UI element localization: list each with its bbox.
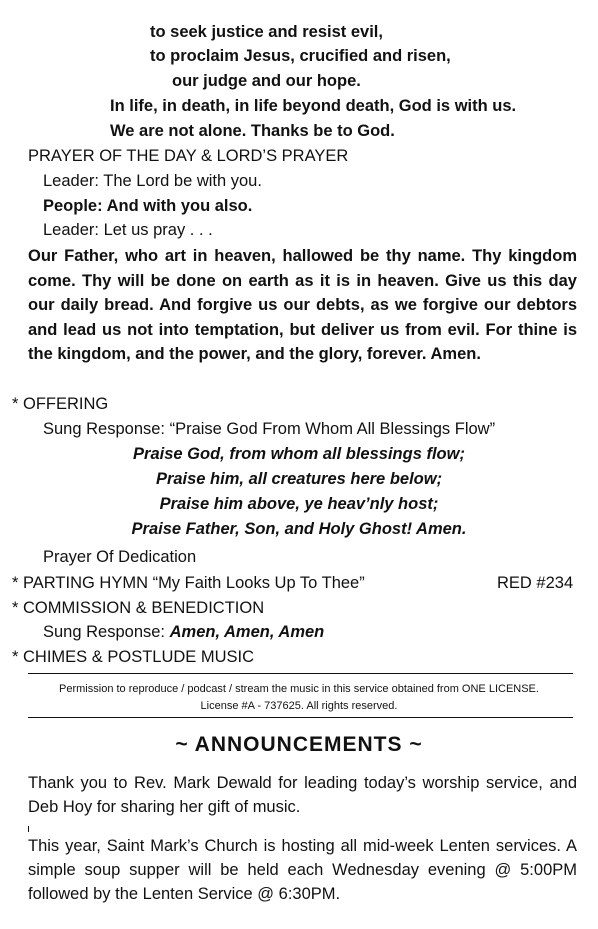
prayer-of-dedication: Prayer Of Dedication [43,548,197,566]
license-line-2: License #A - 737625. All rights reserved. [200,700,398,712]
creed-line-1: to seek justice and resist evil, [150,23,383,41]
announcement-item-1: Thank you to Rev. Mark Dewald for leading today’s worship service, and Deb Hoy for sharing her gift of music. [28,774,577,816]
lords-prayer: Our Father, who art in heaven, hallowed be thy name. Thy kingdom come. Thy will be done on earth as it is in heaven. Give us this day our daily bread. And forgive us our debts, as we forgive our debtors and lead us not into temptation, but deliver us from evil. For thine is the kingdom, and the power, and the glory, forever. Amen. [28,247,577,363]
chimes-heading: * CHIMES & POSTLUDE MUSIC [12,648,255,666]
leader-role: Leader: [43,172,99,190]
doxology-line-2: Praise him, all creatures here below; [155,470,443,488]
prayer-heading: PRAYER OF THE DAY & LORD’S PRAYER [28,147,349,165]
leader-text: Let us pray . . . [103,221,213,239]
creed-line-4: In life, in death, in life beyond death, God is with us. [110,97,517,115]
sung-response-text: Amen, Amen, Amen [169,623,325,641]
people-line [43,196,252,216]
announcements-title: ~ ANNOUNCEMENTS ~ [175,733,423,756]
announcement-item-2: This year, Saint Mark’s Church is hosting all mid-week Lenten services. A simple soup supper will be held each Wednesday evening @ 5:00PM followed by the Lenten Service @ 6:30PM. [28,837,577,903]
parting-hymn-label: * PARTING HYMN “My Faith Looks Up To Thee” [12,574,365,592]
license-line-1: Permission to reproduce / podcast / stream the music in this service obtained from ONE LICENSE. [59,683,539,695]
creed-line-2: to proclaim Jesus, crucified and risen, [150,47,451,65]
commission-sung-response [43,622,324,642]
margin-mark [28,826,29,832]
divider-bottom [28,717,573,718]
people-text: And with you also. [106,197,253,215]
leader-line-1 [43,171,262,191]
commission-heading: * COMMISSION & BENEDICTION [12,599,265,617]
parting-hymn-number: RED #234 [497,574,574,592]
doxology-line-3: Praise him above, ye heav’nly host; [159,495,439,513]
leader-line-2 [43,220,213,240]
offering-heading: * OFFERING [12,395,109,413]
creed-line-5: We are not alone. Thanks be to God. [110,122,395,140]
offering-sung-response: Sung Response: “Praise God From Whom All Blessings Flow” [43,420,496,438]
leader-text: The Lord be with you. [103,172,262,190]
sung-response-label: Sung Response: [43,623,166,641]
doxology-line-1: Praise God, from whom all blessings flow; [133,445,465,463]
creed-line-3: our judge and our hope. [172,72,361,90]
people-role: People: [43,197,103,215]
leader-role: Leader: [43,221,99,239]
divider-top [28,673,573,674]
doxology-line-4: Praise Father, Son, and Holy Ghost! Amen. [131,520,467,538]
